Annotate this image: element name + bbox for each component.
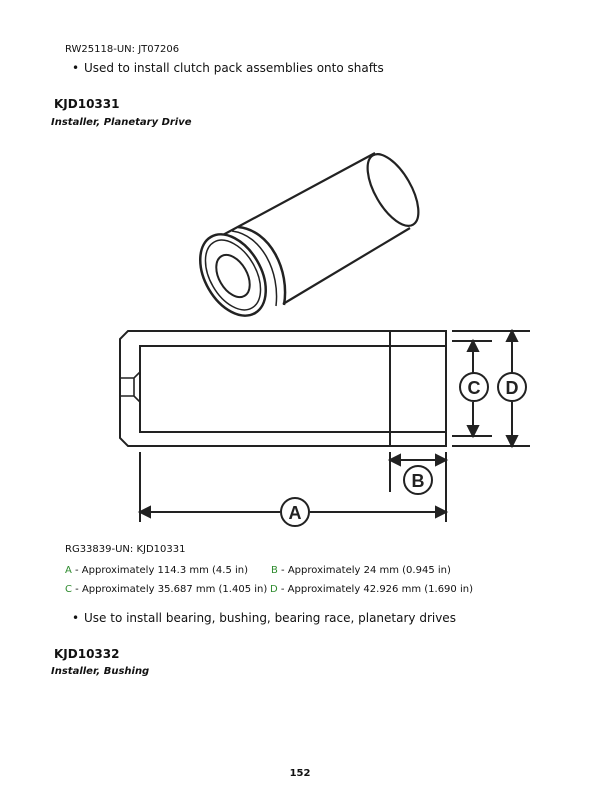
- part-description-1: Installer, Planetary Drive: [51, 117, 192, 128]
- callout-a-label: A: [288, 503, 302, 523]
- installer-3d-illustration: [187, 146, 429, 327]
- page-number: 152: [289, 768, 311, 779]
- callout-d-label: D: [505, 378, 519, 398]
- legend-letter-d: D: [270, 584, 278, 595]
- legend-text-a: - Approximately 114.3 mm (4.5 in): [71, 565, 249, 576]
- legend-letter-b: B: [271, 565, 278, 576]
- callout-b-label: B: [411, 471, 425, 491]
- part-number-2: KJD10332: [54, 647, 120, 661]
- legend-letter-a: A: [65, 565, 72, 576]
- figure-ref-2: RG33839-UN: KJD10331: [65, 544, 186, 555]
- legend-text-c: - Approximately 35.687 mm (1.405 in): [71, 584, 268, 595]
- figure-ref-1: RW25118-UN: JT07206: [65, 44, 180, 55]
- bullet-icon: •: [72, 611, 80, 625]
- installer-section-view: [120, 331, 446, 446]
- legend-text-d: - Approximately 42.926 mm (1.690 in): [277, 584, 473, 595]
- legend-item-b: [271, 565, 451, 576]
- legend-item-a: [65, 565, 248, 576]
- bullet-icon: •: [72, 61, 80, 75]
- legend-item-c: [65, 584, 267, 595]
- bullet-text-1: Used to install clutch pack assemblies onto shafts: [84, 61, 384, 75]
- part-number-1: KJD10331: [54, 97, 120, 111]
- callout-c-label: C: [467, 378, 481, 398]
- bullet-text-2: Use to install bearing, bushing, bearing race, planetary drives: [84, 611, 456, 625]
- legend-text-b: - Approximately 24 mm (0.945 in): [277, 565, 451, 576]
- legend-letter-c: C: [65, 584, 72, 595]
- bullet-item-2: [72, 611, 456, 625]
- part-description-2: Installer, Bushing: [51, 666, 150, 677]
- legend-item-d: [270, 584, 473, 595]
